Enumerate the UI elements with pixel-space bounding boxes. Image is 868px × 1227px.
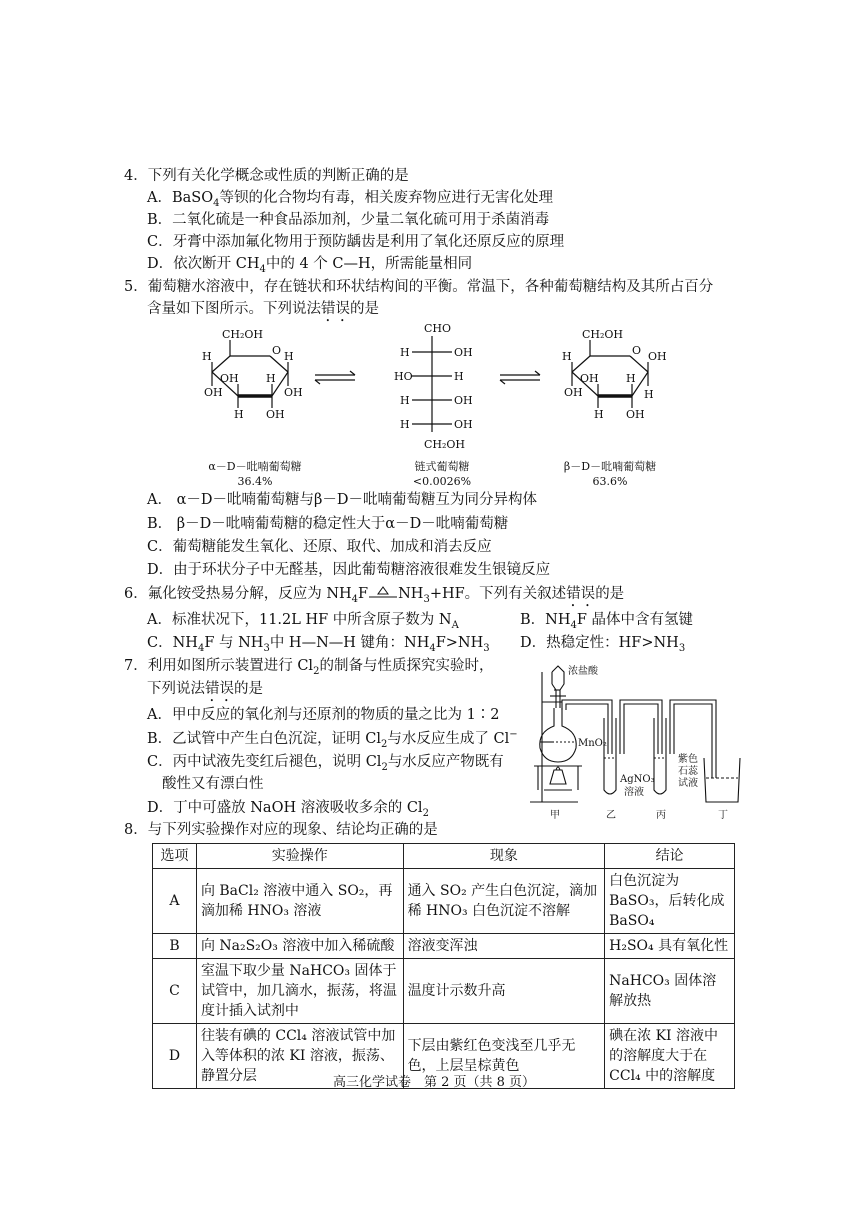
- svg-text:OH: OH: [454, 346, 473, 359]
- svg-text:H: H: [400, 394, 410, 407]
- q7-option-c-line1: C．丙中试液先变红后褪色，说明 $Cl_2$与水反应产物既有: [147, 754, 504, 773]
- svg-text:MnO₂: MnO₂: [578, 738, 607, 749]
- table-cell-option: C: [153, 959, 197, 1024]
- table-cell-option: B: [153, 934, 197, 959]
- svg-text:OH: OH: [454, 394, 473, 407]
- q6-option-c: C．$NH_4F$ 与 $NH_3$中 H—N—H 键角：$NH_4F>NH_3$: [147, 635, 490, 654]
- svg-text:乙: 乙: [606, 810, 616, 821]
- svg-text:浓盐酸: 浓盐酸: [568, 666, 598, 677]
- table-row: [153, 934, 735, 959]
- table-cell-operation: 往装有碘的 CCl₄ 溶液试管中加入等体积的浓 KI 溶液，振荡、静置分层: [196, 1024, 403, 1089]
- svg-text:H: H: [400, 418, 410, 431]
- table-row: [153, 959, 735, 1024]
- table-header-cell: 实验操作: [196, 844, 403, 869]
- svg-text:H: H: [400, 346, 410, 359]
- q6-option-b: B．$NH_4F$ 晶体中含有氢键: [520, 612, 694, 631]
- svg-text:H: H: [202, 350, 212, 363]
- svg-text:石蕊: 石蕊: [678, 766, 698, 777]
- svg-text:H: H: [284, 350, 294, 363]
- q5-option-d: D．由于环状分子中无醛基，因此葡萄糖溶液很难发生银镜反应: [147, 562, 551, 578]
- table-cell-conclusion: NaHCO₃ 固体溶解放热: [605, 959, 735, 1024]
- svg-text:OH: OH: [284, 386, 303, 399]
- experiment-table: [152, 843, 735, 1089]
- q5-stem-line2: 含量如下图所示。下列说法错误的是: [147, 301, 379, 317]
- svg-text:HO: HO: [394, 370, 413, 383]
- q4-option-d: D．依次断开 $CH_4$中的 4 个 C—H，所需能量相同: [147, 256, 473, 275]
- q4-stem: 4．下列有关化学概念或性质的判断正确的是: [124, 168, 409, 184]
- svg-text:丁: 丁: [718, 810, 728, 821]
- chlorine-apparatus-figure: [528, 662, 758, 822]
- table-cell-phenomenon: 温度计示数升高: [403, 959, 605, 1024]
- table-cell-phenomenon: 溶液变浑浊: [403, 934, 605, 959]
- q7-option-a: A．甲中反应的氧化剂与还原剂的物质的量之比为 1∶2: [147, 707, 500, 723]
- beta-glucose-label: β－D－吡喃葡萄糖: [563, 460, 657, 473]
- svg-text:O: O: [632, 344, 642, 357]
- svg-text:AgNO₃: AgNO₃: [620, 774, 655, 785]
- svg-text:OH: OH: [580, 372, 599, 385]
- svg-text:H: H: [626, 372, 636, 385]
- table-cell-operation: 室温下取少量 NaHCO₃ 固体于试管中，加几滴水，振荡，将温度计插入试剂中: [196, 959, 403, 1024]
- table-header-row: [153, 844, 735, 869]
- svg-text:CH₂OH: CH₂OH: [222, 328, 264, 341]
- svg-text:O: O: [272, 344, 282, 357]
- svg-text:OH: OH: [564, 386, 583, 399]
- table-cell-option: A: [153, 869, 197, 934]
- svg-text:CH₂OH: CH₂OH: [582, 328, 624, 341]
- svg-text:H: H: [644, 388, 654, 401]
- chain-glucose-percent: <0.0026%: [412, 475, 472, 488]
- q5-option-b: B． β－D－吡喃葡萄糖的稳定性大于α－D－吡喃葡萄糖: [147, 516, 509, 532]
- svg-text:CHO: CHO: [424, 322, 452, 335]
- q7-stem-line1: 7．利用如图所示装置进行 $Cl_2$的制备与性质探究实验时，: [124, 658, 494, 677]
- alpha-glucose-percent: 36.4%: [237, 475, 273, 488]
- svg-text:OH: OH: [648, 350, 667, 363]
- table-header-cell: 选项: [153, 844, 197, 869]
- table-cell-conclusion: H₂SO₄ 具有氧化性: [605, 934, 735, 959]
- svg-text:溶液: 溶液: [624, 787, 644, 798]
- beta-glucose-percent: 63.6%: [592, 475, 628, 488]
- table-cell-option: D: [153, 1024, 197, 1089]
- glucose-structures-figure: [190, 320, 680, 460]
- svg-text:H: H: [594, 408, 604, 421]
- q4-option-c: C．牙膏中添加氟化物用于预防龋齿是利用了氧化还原反应的原理: [147, 234, 565, 250]
- q8-stem: 8．与下列实验操作对应的现象、结论均正确的是: [124, 822, 438, 838]
- q6-option-a: A．标准状况下，11.2L HF 中所含原子数为 $N_A$: [147, 612, 459, 631]
- table-header-cell: 结论: [605, 844, 735, 869]
- q4-option-a: A．BaSO$_4$等钡的化合物均有毒，相关废弃物应进行无害化处理: [147, 190, 553, 209]
- q6-stem: 6．氟化铵受热易分解，反应为 $NH_4F$ $NH_3+HF$。下列有关叙述错误的是: [124, 586, 625, 605]
- table-header-cell: 现象: [403, 844, 605, 869]
- q7-option-b: B．乙试管中产生白色沉淀，证明 $Cl_2$与水反应生成了 Cl−: [147, 729, 518, 750]
- heat-triangle-arrow-icon: [368, 586, 398, 602]
- chain-glucose-label: 链式葡萄糖: [414, 460, 470, 473]
- svg-text:OH: OH: [220, 372, 239, 385]
- table-cell-phenomenon: 通入 SO₂ 产生白色沉淀，滴加稀 HNO₃ 白色沉淀不溶解: [403, 869, 605, 934]
- svg-text:甲: 甲: [550, 810, 560, 821]
- svg-text:OH: OH: [204, 386, 223, 399]
- q4-option-b: B．二氧化硫是一种食品添加剂，少量二氧化硫可用于杀菌消毒: [147, 212, 550, 228]
- svg-text:试液: 试液: [678, 778, 698, 789]
- page-footer: 高三化学试卷 第 2 页（共 8 页）: [332, 1075, 536, 1090]
- svg-text:H: H: [234, 408, 244, 421]
- svg-text:OH: OH: [454, 418, 473, 431]
- q7-option-d: D．丁中可盛放 NaOH 溶液吸收多余的 $Cl_2$: [147, 800, 429, 819]
- svg-text:H: H: [454, 370, 464, 383]
- q5-stem-line1: 5．葡萄糖水溶液中，存在链状和环状结构间的平衡。常温下，各种葡萄糖结构及其所占百分: [124, 279, 714, 295]
- svg-text:H: H: [266, 372, 276, 385]
- table-cell-conclusion: 碘在浓 KI 溶液中的溶解度大于在 CCl₄ 中的溶解度: [605, 1024, 735, 1089]
- table-row: [153, 869, 735, 934]
- svg-text:丙: 丙: [656, 810, 666, 821]
- q7-stem-line2: 下列说法错误的是: [147, 681, 263, 697]
- table-cell-phenomenon: 下层由紫红色变浅至几乎无色，上层呈棕黄色: [403, 1024, 605, 1089]
- q5-option-a: A． α－D－吡喃葡萄糖与β－D－吡喃葡萄糖互为同分异构体: [147, 492, 538, 508]
- q6-option-d: D．热稳定性：$HF>NH_3$: [520, 635, 686, 654]
- svg-text:OH: OH: [266, 408, 285, 421]
- q7-option-c-line2: 酸性又有漂白性: [162, 776, 264, 792]
- svg-text:H: H: [562, 350, 572, 363]
- svg-text:紫色: 紫色: [678, 754, 698, 765]
- q5-option-c: C．葡萄糖能发生氧化、还原、取代、加成和消去反应: [147, 539, 492, 555]
- table-cell-operation: 向 Na₂S₂O₃ 溶液中加入稀硫酸: [196, 934, 403, 959]
- table-cell-operation: 向 BaCl₂ 溶液中通入 SO₂，再滴加稀 HNO₃ 溶液: [196, 869, 403, 934]
- table-cell-conclusion: 白色沉淀为 BaSO₃，后转化成 BaSO₄: [605, 869, 735, 934]
- svg-text:OH: OH: [626, 408, 645, 421]
- svg-text:CH₂OH: CH₂OH: [424, 438, 466, 451]
- alpha-glucose-label: α－D－吡喃葡萄糖: [208, 460, 302, 473]
